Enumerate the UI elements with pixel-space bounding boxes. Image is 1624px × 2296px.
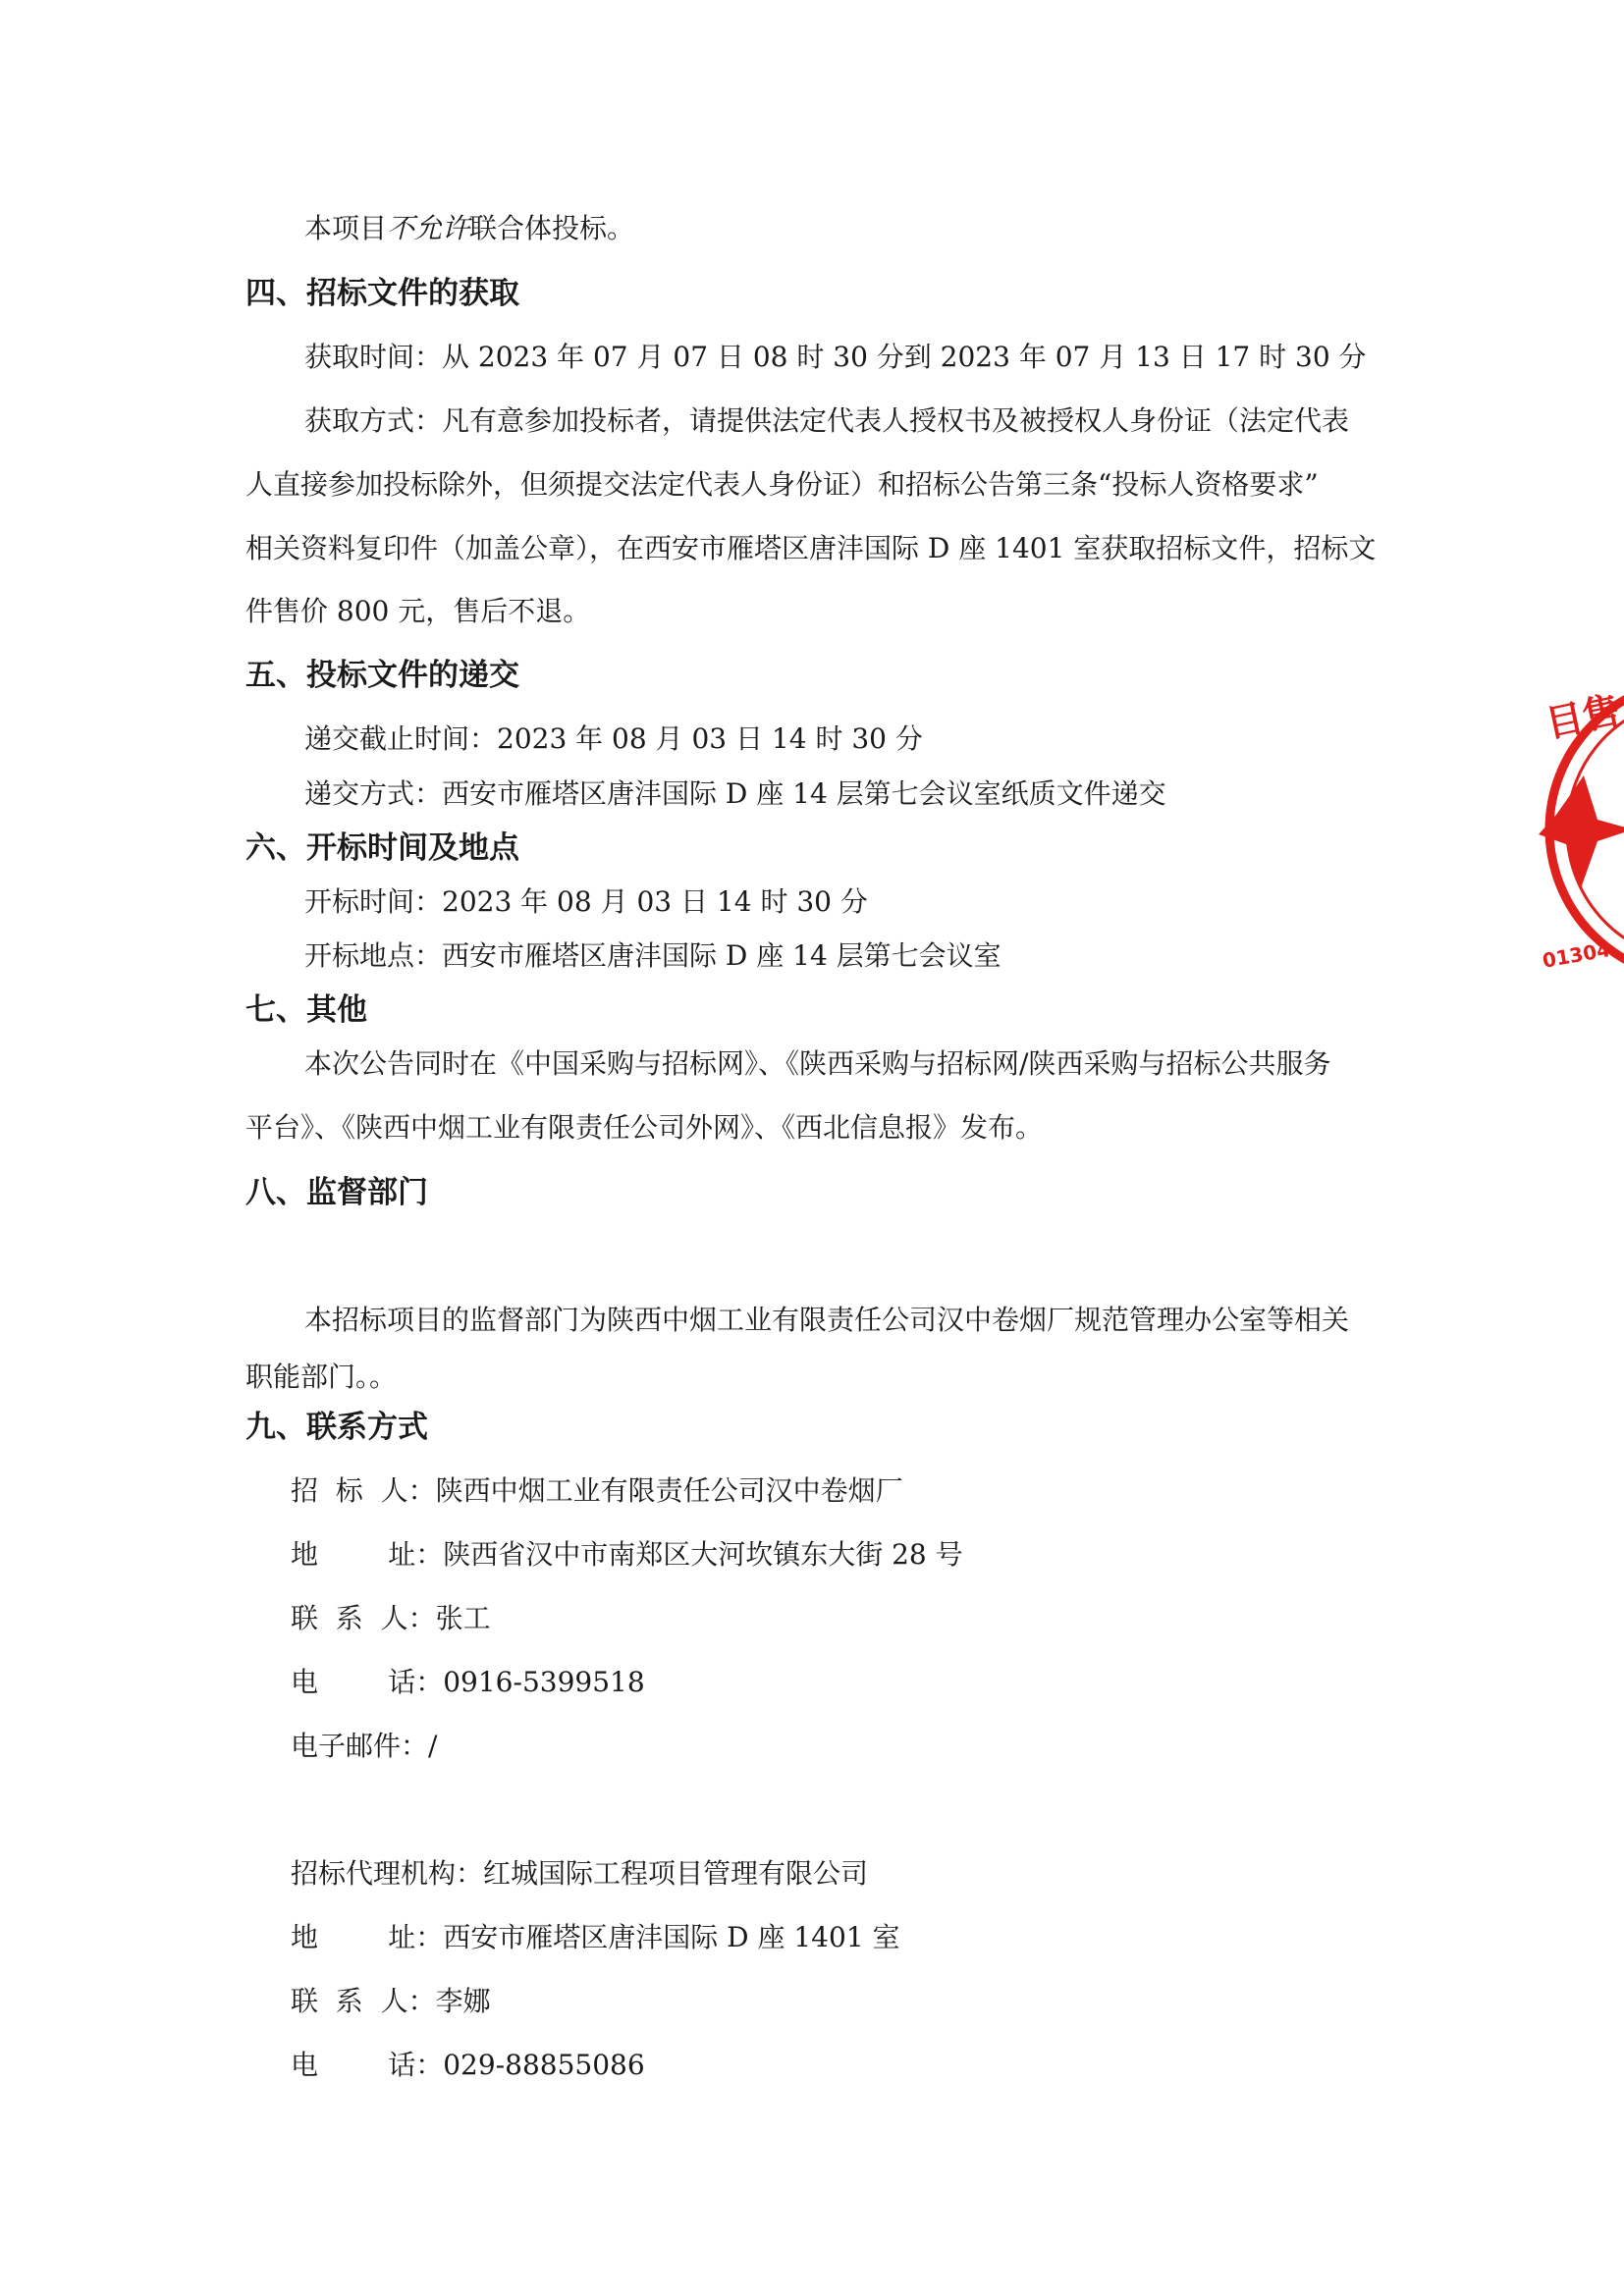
tenderer-phone-label: 电 话： bbox=[291, 1666, 444, 1698]
section-9-heading: 九、联系方式 bbox=[245, 1410, 428, 1445]
company-seal bbox=[1537, 663, 1624, 996]
tenderer-email-row bbox=[291, 1727, 1420, 1766]
tenderer-contact-row bbox=[291, 1599, 1420, 1638]
s7-line-2: 平台》、《陕西中烟工业有限责任公司外网》、《西北信息报》发布。 bbox=[245, 1111, 1044, 1144]
section-6-heading: 六、开标时间及地点 bbox=[245, 830, 519, 866]
s4-method-line-4: 件售价 800 元，售后不退。 bbox=[245, 595, 591, 627]
s4-method-line-1: 获取方式：凡有意参加投标者，请提供法定代表人授权书及被授权人身份证（法定代表 bbox=[304, 404, 1350, 437]
agency-phone-label: 电 话： bbox=[291, 2049, 444, 2081]
agency-contact-row bbox=[291, 1982, 1420, 2021]
agency-name-label: 招标代理机构： bbox=[291, 1857, 484, 1890]
agency-contact: 李娜 bbox=[435, 1985, 491, 2017]
tenderer-address-row bbox=[291, 1535, 1420, 1575]
agency-contact-label: 联 系 人： bbox=[291, 1985, 436, 2017]
seal-text-top: 目售 bbox=[1542, 687, 1624, 746]
s5-method: 递交方式：西安市雁塔区唐沣国际 D 座 14 层第七会议室纸质文件递交 bbox=[304, 777, 1166, 810]
agency-name: 红城国际工程项目管理有限公司 bbox=[483, 1857, 869, 1890]
agency-phone: 029-88855086 bbox=[443, 2049, 645, 2081]
s4-time: 获取时间：从 2023 年 07 月 07 日 08 时 30 分到 2023 年 07 月 13 日 17 时 30 分 bbox=[304, 341, 1367, 373]
tenderer-email-label: 电子邮件： bbox=[291, 1730, 429, 1762]
intro-post: 联合体投标。 bbox=[469, 212, 635, 244]
section-5-heading: 五、投标文件的递交 bbox=[245, 658, 519, 693]
seal-stamp-icon bbox=[1537, 663, 1624, 996]
agency-phone-row bbox=[291, 2046, 1420, 2085]
s5-deadline: 递交截止时间：2023 年 08 月 03 日 14 时 30 分 bbox=[304, 722, 923, 755]
tenderer-name-label: 招 标 人： bbox=[291, 1474, 436, 1507]
tenderer-phone: 0916-5399518 bbox=[443, 1666, 645, 1698]
tenderer-email: / bbox=[428, 1730, 438, 1762]
intro-pre: 本项目 bbox=[304, 212, 388, 244]
tenderer-phone-row bbox=[291, 1663, 1420, 1702]
s8-line-1: 本招标项目的监督部门为陕西中烟工业有限责任公司汉中卷烟厂规范管理办公室等相关 bbox=[304, 1304, 1350, 1336]
tenderer-name-row bbox=[291, 1471, 1420, 1511]
tenderer-address: 陕西省汉中市南郑区大河坎镇东大街 28 号 bbox=[443, 1538, 963, 1571]
tenderer-name: 陕西中烟工业有限责任公司汉中卷烟厂 bbox=[435, 1474, 903, 1507]
tenderer-address-label: 地 址： bbox=[291, 1538, 444, 1571]
seal-text-bottom: 01304 bbox=[1541, 937, 1612, 973]
tenderer-contact: 张工 bbox=[435, 1602, 491, 1634]
s8-line-2: 职能部门。。 bbox=[245, 1361, 398, 1393]
s6-place: 开标地点：西安市雁塔区唐沣国际 D 座 14 层第七会议室 bbox=[304, 939, 1001, 972]
section-8-heading: 八、监督部门 bbox=[245, 1175, 428, 1210]
section-7-heading: 七、其他 bbox=[245, 992, 367, 1028]
s4-method-line-2: 人直接参加投标除外，但须提交法定代表人身份证）和招标公告第三条“投标人资格要求” bbox=[245, 468, 1319, 501]
intro-emphasis: 不允许 bbox=[387, 212, 470, 244]
s4-method-line-3: 相关资料复印件（加盖公章），在西安市雁塔区唐沣国际 D 座 1401 室获取招标文件，招标文 bbox=[245, 532, 1377, 564]
agency-address-label: 地 址： bbox=[291, 1921, 444, 1953]
intro-line bbox=[304, 209, 1375, 248]
agency-address: 西安市雁塔区唐沣国际 D 座 1401 室 bbox=[443, 1921, 900, 1953]
agency-name-row bbox=[291, 1854, 1420, 1894]
section-4-heading: 四、招标文件的获取 bbox=[245, 276, 519, 311]
tenderer-contact-label: 联 系 人： bbox=[291, 1602, 436, 1634]
s6-time: 开标时间：2023 年 08 月 03 日 14 时 30 分 bbox=[304, 885, 868, 918]
agency-address-row bbox=[291, 1918, 1420, 1957]
s7-line-1: 本次公告同时在《中国采购与招标网》、《陕西采购与招标网/陕西采购与招标公共服务 bbox=[304, 1047, 1331, 1080]
